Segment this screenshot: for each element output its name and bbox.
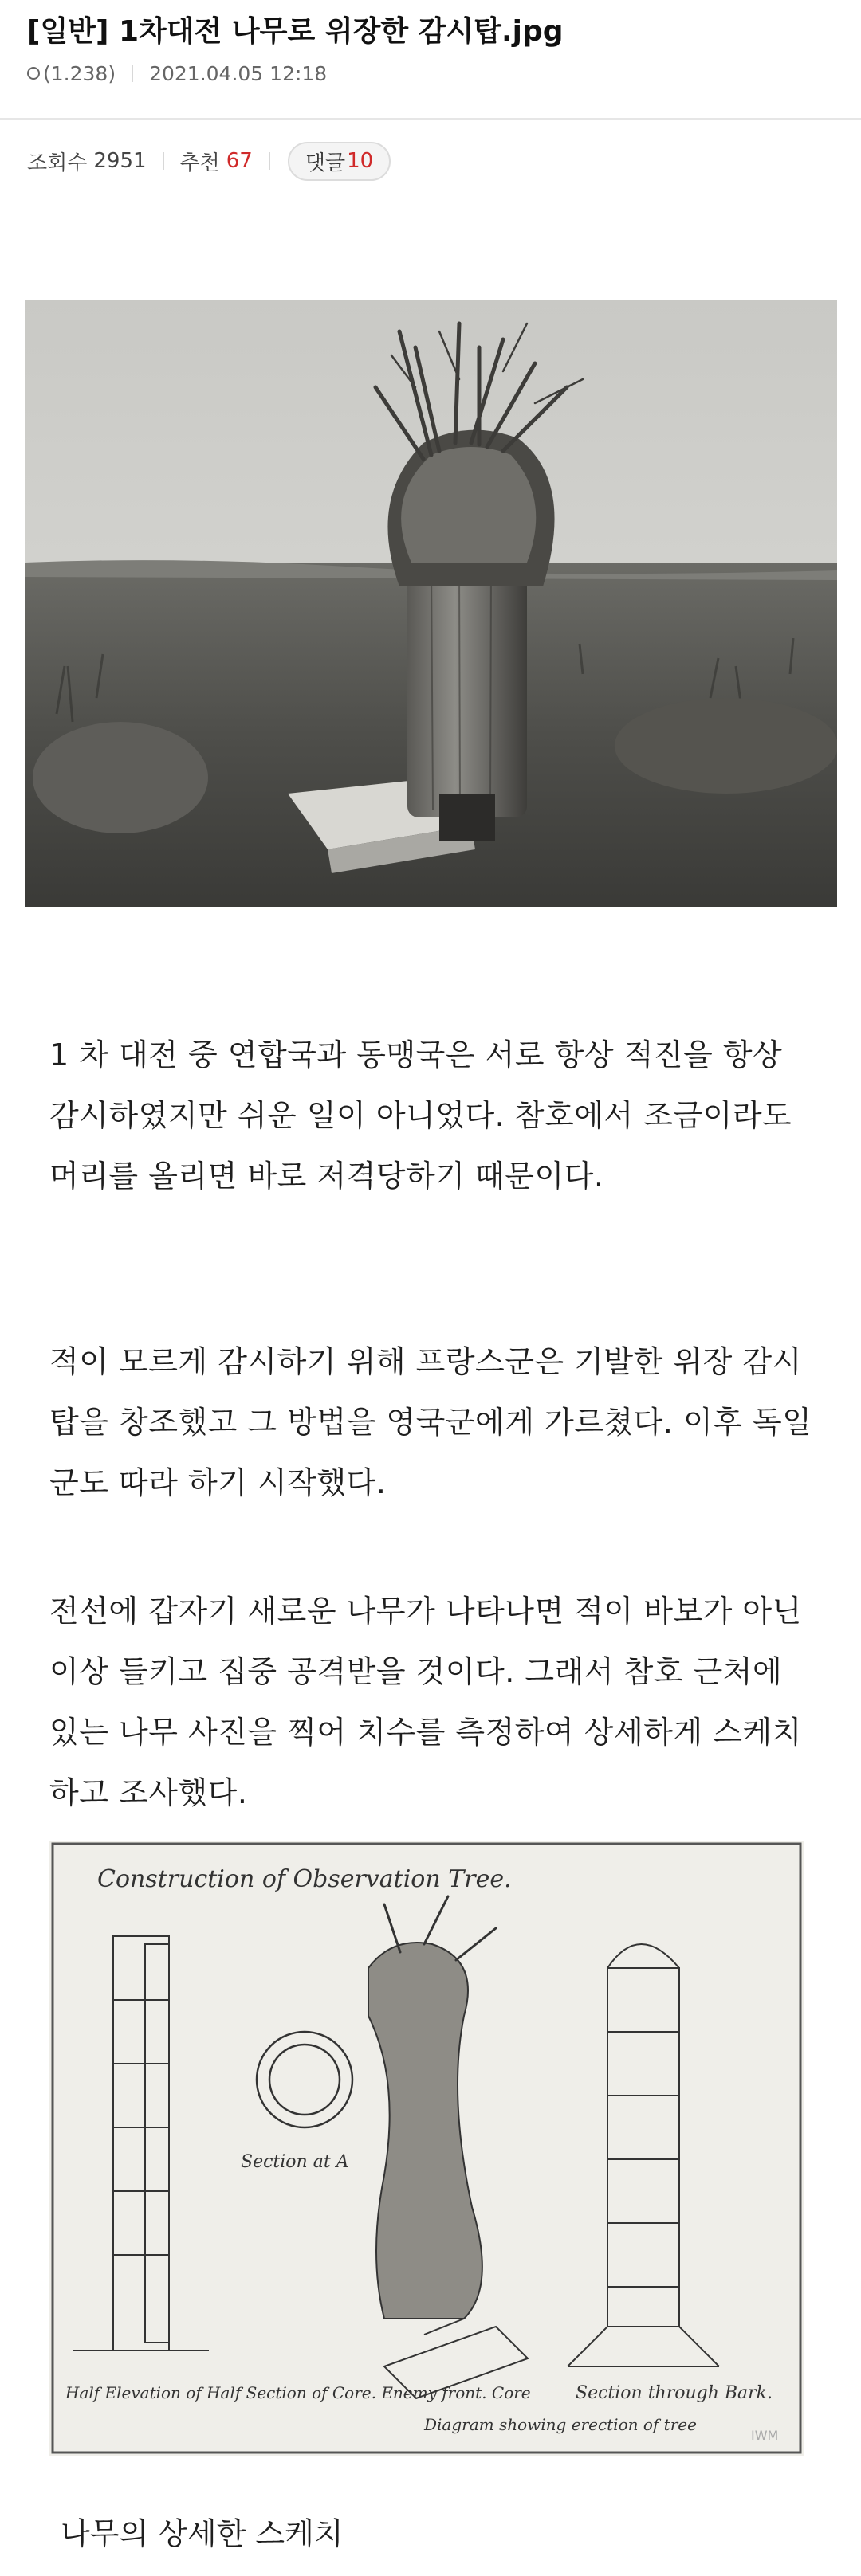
- author-name: (1.238): [43, 61, 116, 85]
- views-count: 2951: [93, 149, 147, 173]
- views-label: 조회수: [27, 151, 88, 175]
- body-paragraph-1: 1 차 대전 중 연합국과 동맹국은 서로 항상 적진을 항상 감시하였지만 쉬운 일이 아니었다. 참호에서 조금이라도 머리를 올리면 바로 저격당하기 때문이다.: [49, 1037, 792, 1194]
- post-header: [0, 0, 861, 92]
- watermark: IWM: [751, 2428, 779, 2443]
- section-label: Section at A: [241, 2152, 349, 2172]
- meta-divider: [132, 65, 133, 82]
- stats-divider: [163, 152, 164, 170]
- bark-section-label: Section through Bark.: [576, 2383, 773, 2403]
- post-datetime: 2021.04.05 12:18: [149, 61, 328, 85]
- observation-tree-photo[interactable]: [25, 300, 837, 907]
- image-caption: 나무의 상세한 스케치: [61, 2516, 344, 2551]
- post-meta: [27, 54, 834, 92]
- post-stats: [27, 139, 391, 183]
- diagram-label: Diagram showing erection of tree: [424, 2415, 697, 2434]
- stats-divider: [269, 152, 270, 170]
- observation-tree-photo-image: [25, 300, 837, 907]
- recommend-count: 67: [226, 149, 253, 173]
- comments-label: 댓글: [305, 151, 346, 175]
- author[interactable]: [27, 62, 116, 85]
- sketch-title: Construction of Observation Tree.: [97, 1865, 512, 1893]
- construction-sketch-drawing: [49, 1841, 804, 2456]
- comments-count: 10: [347, 149, 374, 173]
- body-paragraph-3: 전선에 갑자기 새로운 나무가 나타나면 적이 바보가 아닌 이상 들키고 집중 공격받을 것이다. 그래서 참호 근처에 있는 나무 사진을 찍어 치수를 측정하여 상세하게 스케치하고 조사했다.: [49, 1594, 802, 1810]
- post-title: [일반] 1차대전 나무로 위장한 감시탑.jpg: [27, 15, 564, 48]
- recommend-label: 추천: [179, 151, 220, 175]
- user-circle-icon: [27, 67, 40, 80]
- elevation-label: Half Elevation of Half Section of Core. Enemy front. Core: [65, 2383, 531, 2402]
- body-paragraph-2: 적이 모르게 감시하기 위해 프랑스군은 기발한 위장 감시탑을 창조했고 그 방법을 영국군에게 가르쳤다. 이후 독일군도 따라 하기 시작했다.: [49, 1344, 812, 1500]
- construction-sketch-image[interactable]: [49, 1841, 804, 2456]
- header-divider: [0, 118, 861, 120]
- comments-button[interactable]: [288, 142, 391, 181]
